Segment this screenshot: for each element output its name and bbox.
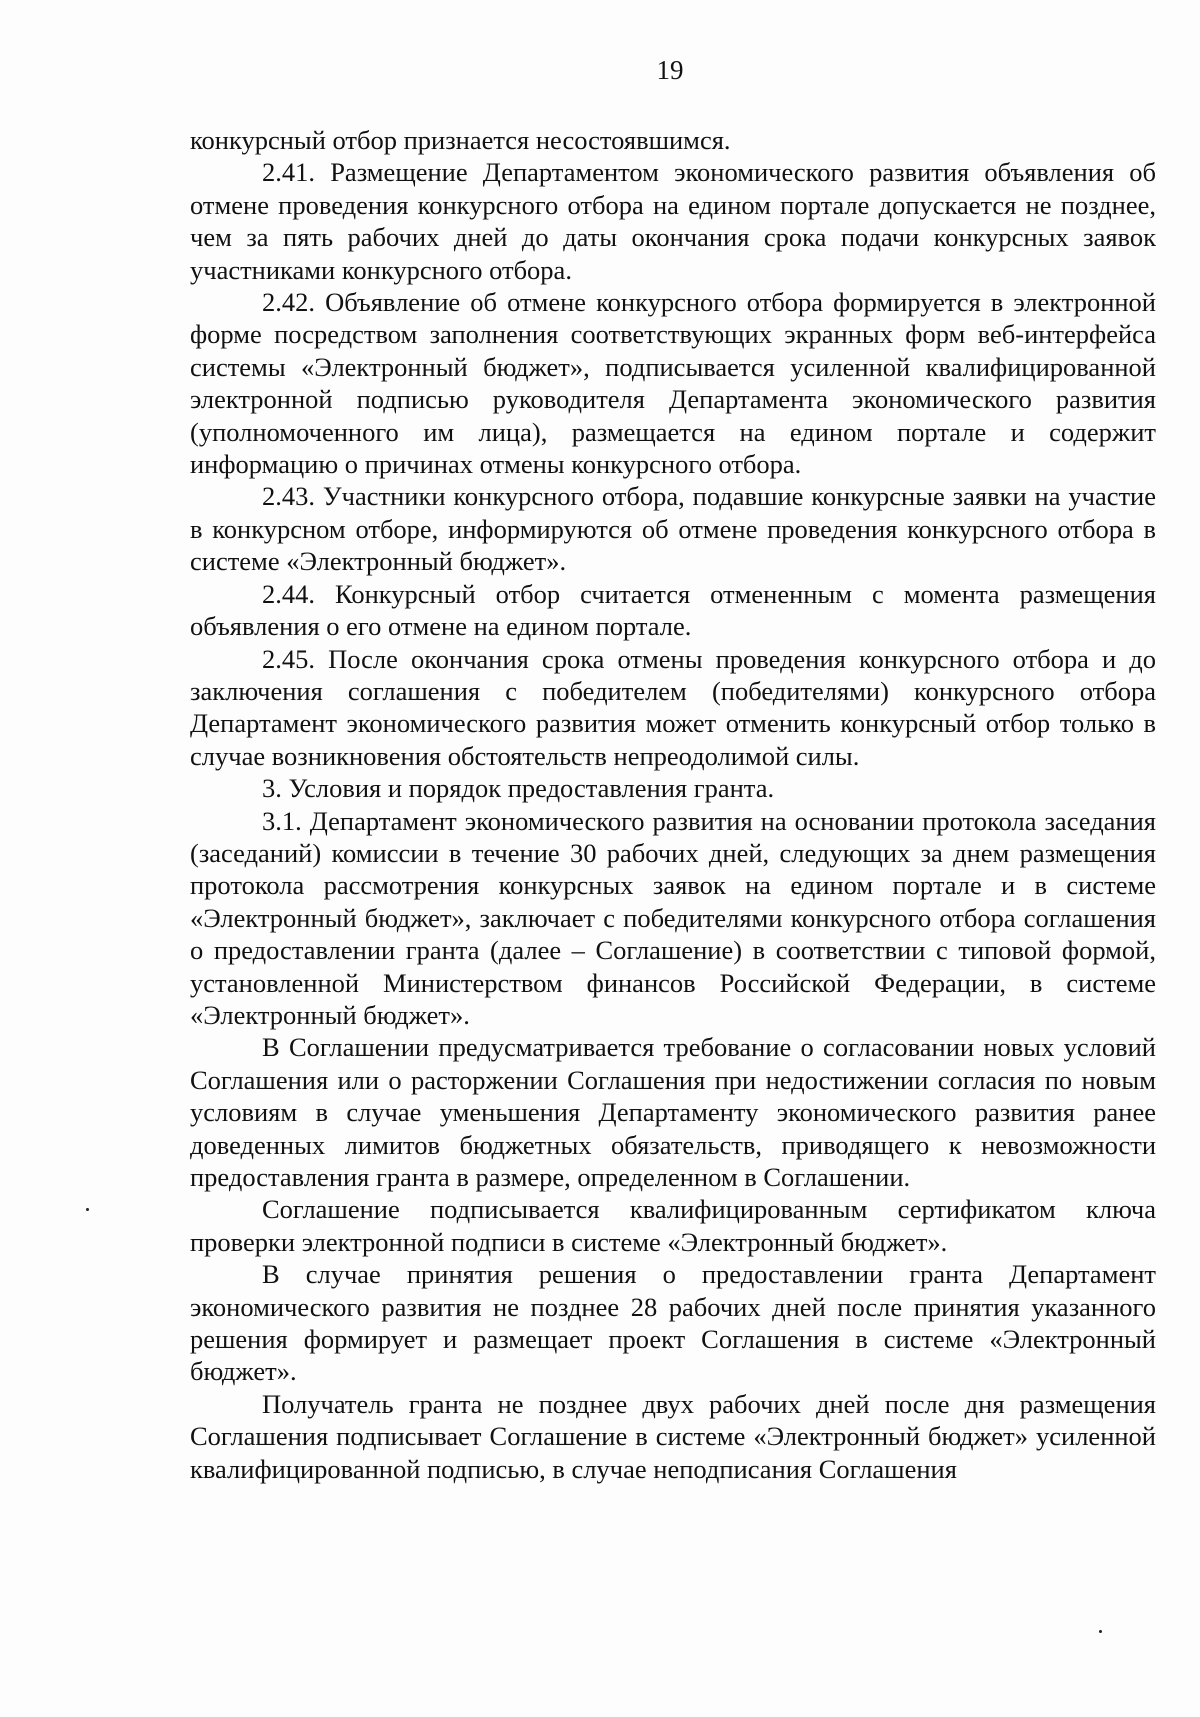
paragraph-3-1: 3.1. Департамент экономического развития на основании протокола заседания (заседаний) комиссии в течение 30 рабочих дней, следующих за днем размещения протокола рассмотрения конкурсных заявок на едином портале и в системе «Электронный бюджет», заключает с победителями конкурсного отбора соглашения о предоставлении гранта (далее – Соглашение) в соответствии с типовой формой, установленной Министерством финансов Российской Федерации, в системе «Электронный бюджет».: [190, 805, 1156, 1030]
paragraph-2-43: 2.43. Участники конкурсного отбора, подавшие конкурсные заявки на участие в конкурсном отборе, информируются об отмене проведения конкурсного отбора в системе «Электронный бюджет».: [190, 481, 1156, 577]
paragraph-2-41: 2.41. Размещение Департаментом экономического развития объявления об отмене проведения конкурсного отбора на едином портале допускается не позднее, чем за пять рабочих дней до даты окончания срока подачи конкурсных заявок участниками конкурсного отбора.: [190, 157, 1156, 285]
paragraph-recipient-signing: Получатель гранта не позднее двух рабочих дней после дня размещения Соглашения подписывает Соглашение в системе «Электронный бюджет» усиленной квалифицированной подписью, в случае неподписания Соглашения: [190, 1388, 1156, 1484]
paragraph-continuation: конкурсный отбор признается несостоявшимся.: [190, 125, 731, 155]
paragraph-2-44: 2.44. Конкурсный отбор считается отмененным с момента размещения объявления о его отмене на едином портале.: [190, 578, 1156, 642]
scan-speck: [1099, 1630, 1102, 1633]
paragraph-agreement-signing: Соглашение подписывается квалифицированным сертификатом ключа проверки электронной подписи в системе «Электронный бюджет».: [190, 1194, 1156, 1257]
paragraph-agreement-draft: В случае принятия решения о предоставлении гранта Департамент экономического развития не позднее 28 рабочих дней после принятия указанного решения формирует и размещает проект Соглашения в системе «Электронный бюджет».: [190, 1259, 1156, 1387]
paragraph-2-45: 2.45. После окончания срока отмены проведения конкурсного отбора и до заключения соглашения с победителем (победителями) конкурсного отбора Департамент экономического развития может отменить конкурсный отбор только в случае возникновения обстоятельств непреодолимой силы.: [190, 643, 1156, 771]
scan-speck: [86, 1208, 89, 1211]
paragraph-2-42: 2.42. Объявление об отмене конкурсного отбора формируется в электронной форме посредством заполнения соответствующих экранных форм веб-интерфейса системы «Электронный бюджет», подписывается усиленной квалифицированной электронной подписью руководителя Департамента экономического развития (уполномоченного им лица), размещается на едином портале и содержит информацию о причинах отмены конкурсного отбора.: [190, 287, 1156, 480]
page-number: 19: [656, 55, 684, 85]
document-body: [190, 124, 1156, 1485]
section-heading-3: 3. Условия и порядок предоставления гранта.: [262, 773, 775, 804]
paragraph-agreement-terms: В Соглашении предусматривается требование о согласовании новых условий Соглашения или о расторжении Соглашения при недостижении согласия по новым условиям в случае уменьшения Департаменту экономического развития ранее доведенных лимитов бюджетных обязательств, приводящего к невозможности предоставления гранта в размере, определенном в Соглашении.: [190, 1032, 1156, 1192]
